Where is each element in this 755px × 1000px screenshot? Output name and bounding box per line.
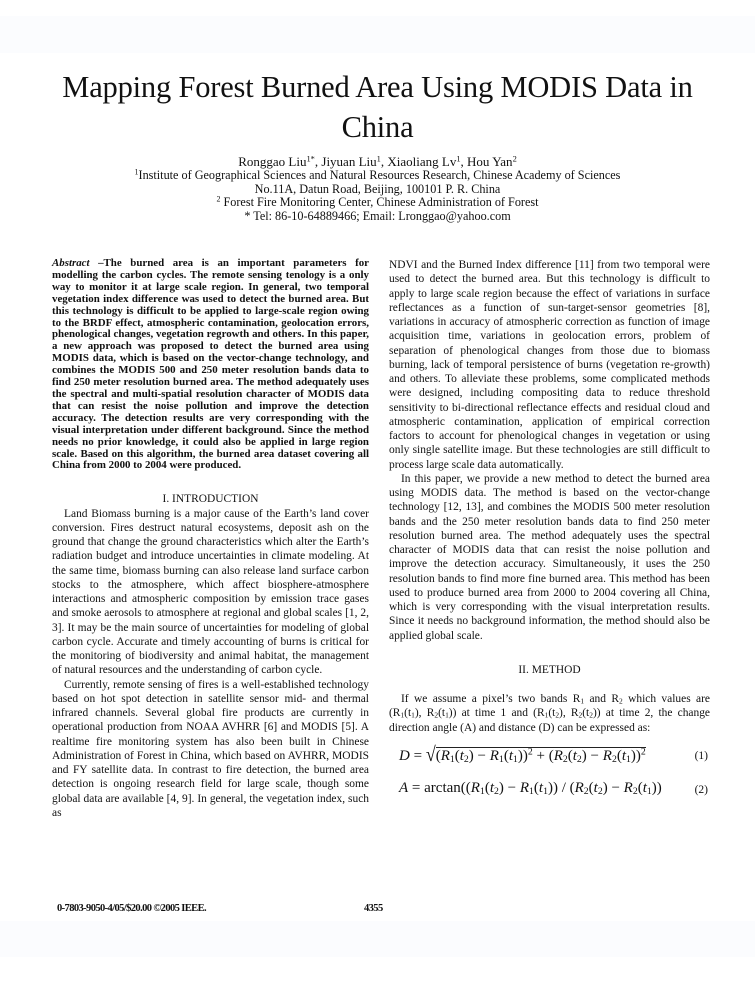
author-name: Hou Yan bbox=[467, 154, 513, 169]
affiliation-2: $^2$ Forest Fire Monitoring Center, Chinese Administration of Forest bbox=[216, 194, 539, 210]
paper-title: Mapping Forest Burned Area Using MODIS Data in China bbox=[62, 70, 693, 144]
bottom-margin-band bbox=[0, 921, 755, 957]
equation-1 bbox=[389, 741, 710, 775]
top-margin-band bbox=[0, 16, 755, 53]
section-heading-introduction: I. INTRODUCTION bbox=[162, 493, 259, 506]
equation-2 bbox=[389, 775, 710, 809]
abstract-label: Abstract bbox=[52, 257, 90, 269]
author-name: Xiaoliang Lv bbox=[387, 154, 457, 169]
paragraph: Currently, remote sensing of fires is a well-established technology based on hot spot detection in satellite sensor mid- and thermal infrared channels. Several global fire products are currently in operational production from NOAA AVHRR [6] and MODIS [5]. A realtime fire monitoring system has also been built in Chinese Administration of Forest in China, which based on AVHRR, MODIS and FY satellite data. In contrast to fire detection, the burned area detection is ongoing research field for large scale, though some global data are available [4, 9]. In general, the vegetation index, such as bbox=[52, 678, 369, 819]
section-heading-method: II. METHOD bbox=[518, 663, 581, 676]
affiliation-1-address: No.11A, Datun Road, Beijing, 100101 P. R. China bbox=[254, 181, 501, 196]
copyright-notice: 0-7803-9050-4/05/$20.00 ©2005 IEEE. bbox=[57, 903, 207, 914]
abstract-text: –The burned area is an important parameters for modelling the carbon cycles. The remote sensing tenology is a only way to monitor it at large scale region. In general, two temporal vegetation index difference was used to detect the burned area. But this technology is difficult to be applied to large-scale region owing to the BRDF effect, atmospheric contamination, geolocation errors, phenological changes, vegetation regrowth and others. In this paper, a new approach was proposed to detect the burned area using MODIS data, which is based on the vector-change technology, and combines the MODIS 500 and 250 meter resolution bands data to find 250 meter resolution burned area. The method adequately uses the spectral and multi-spatial resolution character of MODIS data that can resist the noise pollution and improve the detection accuracy. The detection results are very corresponding with the visual interpretation under different background. Since the method needs no prior knowledge, it could also be applied in large region scale. Based on this algorithm, the burned area dataset covering all China from 2000 to 2004 were produced. bbox=[52, 257, 369, 472]
right-column bbox=[389, 258, 710, 809]
paragraph: Land Biomass burning is a major cause of the Earth’s land cover conversion. Fires destruct natural ecosystems, deposit ash on the ground that change the ground characteristics which alter the Earth’s radiation budget and introduce uncertainties in climate modeling. At the same time, biomass burning can also release land surface carbon stocks to the atmosphere, which affect biosphere-atmosphere interactions and atmospheric composition by emission trace gases and smoke aerosols to atmosphere at regional and global scales [1, 2, 3]. It may be the main source of uncertainties for modeling of global carbon cycle. Accurate and timely accounting of burns is critical for the monitoring of biodiversity and animal habitat, the management of natural resources and the understanding of carbon cycle. bbox=[52, 507, 369, 677]
author-list: Ronggao Liu$^{1*}$, Jiyuan Liu$^1$, Xiaoliang Lv$^1$, Hou Yan$^2$ bbox=[238, 153, 517, 169]
abstract bbox=[52, 258, 369, 472]
equation-number: (1) bbox=[694, 749, 708, 762]
paragraph-method: If we assume a pixel’s two bands $R_1$ and $R_2$ which values are ($R_1(t_1)$, $R_2(t_1)$) at time 1 and ($R_1(t_2)$, $R_2(t_2)$) at time 2, the change direction angle (A) and distance (D) can be expressed as: bbox=[389, 693, 711, 734]
equation-expression: $D = √(R_1(t_2) - R_1(t_1))^2 + (R_2(t_2) - R_2(t_1))^2$ bbox=[399, 742, 646, 766]
affiliation-1: $^1$Institute of Geographical Sciences and Natural Resources Research, Chinese Academy of Sciences bbox=[134, 167, 621, 182]
equation-number: (2) bbox=[694, 783, 708, 796]
author-name: Jiyuan Liu bbox=[321, 154, 377, 169]
author-name: Ronggao Liu bbox=[238, 154, 307, 169]
page-number: 4355 bbox=[364, 903, 383, 914]
author-block bbox=[60, 154, 695, 223]
equation-expression: $A = \arctan((R_1(t_2) - R_1(t_1)) / (R_2(t_2) - R_2(t_1))$ bbox=[399, 779, 662, 797]
left-column bbox=[52, 258, 369, 820]
paragraph-continued: NDVI and the Burned Index difference [11] from two temporal were used to detect the burned area. But this technology is difficult to apply to large scale region because the effect of variations in surface reflectances as a function of sun-target-sensor geometries [8], variations in accuracy of atmospheric correction as function of image acquisition time, variations in geolocation errors, problem of separation of phenological changes from those due to biomass burning, lack of temporal persistence of burns (vegetation re-growth) and others. To alleviate these problems, some complicated methods were designed, including compositing data to reduce threshold sensitivity to bi-directional reflectance effects and residual cloud and atmospheric contamination, application of empirical correction factors to account for phenological changes in vegetation or using only single satellite image. But these technologies are still difficult to process large scale data automatically. bbox=[389, 259, 710, 471]
paragraph: In this paper, we provide a new method to detect the burned area using MODIS data. The method is based on the vector-change technology [12, 13], and combines the MODIS 500 meter resolution bands and the 250 meter resolution bands data to find 250 meter resolution burned area. The method adequately uses the spectral character of MODIS data that can resist the noise pollution and improve the detection accuracy. Simultaneously, it uses the 250 resolution bands to find more fine burned area. This method has been used to produce burned area from 2000 to 2004 covering all China, which is very corresponding with the visual interpretation results. Since it needs no background information, the method should also be applied global scale. bbox=[389, 472, 710, 642]
contact-info: * Tel: 86-10-64889466; Email: Lronggao@yahoo.com bbox=[244, 208, 511, 223]
square-root-symbol: √ bbox=[425, 742, 436, 766]
